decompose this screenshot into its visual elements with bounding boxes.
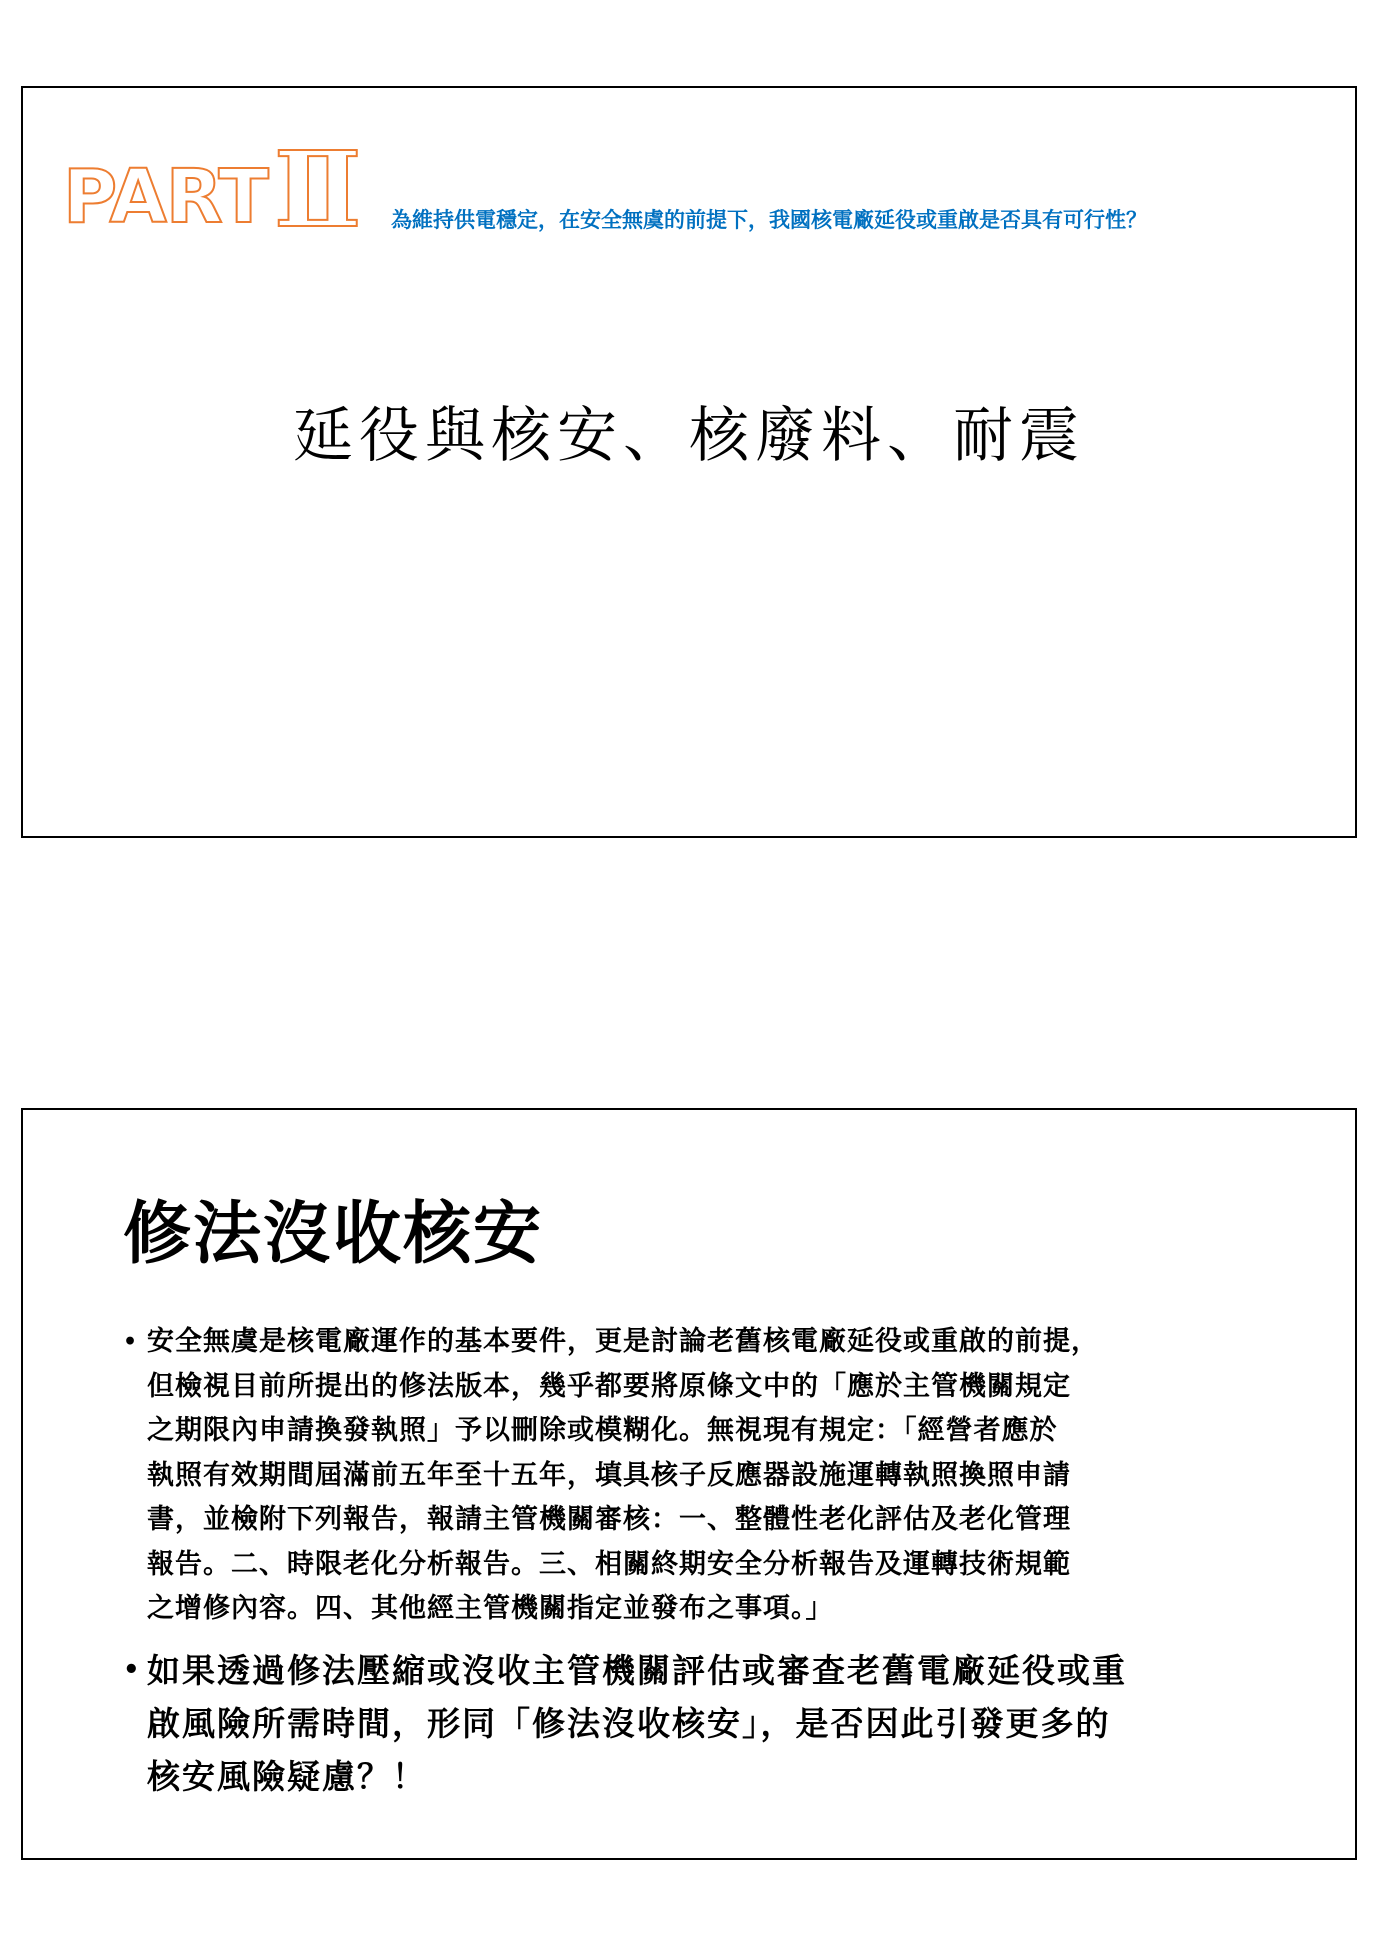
slide-content bbox=[21, 1108, 1357, 1860]
bullet-line: 之期限內申請換發執照」予以刪除或模糊化。無視現有規定：「經營者應於 bbox=[147, 1415, 1058, 1446]
bullet-line: 之增修內容。四、其他經主管機關指定並發布之事項。」 bbox=[147, 1593, 834, 1624]
bullet-line: 如果透過修法壓縮或沒收主管機關評估或審查老舊電廠延役或重 bbox=[147, 1650, 1127, 1690]
section-title: 延役與核安、核廢料、耐震 bbox=[293, 401, 1085, 471]
part-label: PART bbox=[63, 154, 268, 241]
bullet-marker: • bbox=[123, 1654, 142, 1685]
bullet-line: 安全無虞是核電廠運作的基本要件，更是討論老舊核電廠延役或重啟的前提， bbox=[147, 1326, 1099, 1357]
bullet-line: 啟風險所需時間，形同「修法沒收核安」，是否因此引發更多的 bbox=[147, 1703, 1111, 1743]
slide-title: 修法沒收核安 bbox=[123, 1194, 544, 1274]
part-badge bbox=[63, 128, 362, 251]
slide-part-two-title bbox=[21, 86, 1357, 838]
bullet-line: 執照有效期間屆滿前五年至十五年，填具核子反應器設施運轉執照換照申請 bbox=[147, 1459, 1071, 1491]
section-question: 為維持供電穩定，在安全無虞的前提下，我國核電廠延役或重啟是否具有可行性？ bbox=[391, 207, 1147, 232]
part-roman-numeral: Ⅱ bbox=[273, 128, 362, 251]
bullet-list bbox=[121, 1320, 1321, 1803]
bullet-line: 報告。二、時限老化分析報告。三、相關終期安全分析報告及運轉技術規範 bbox=[147, 1548, 1071, 1580]
bullet-item bbox=[121, 1644, 1321, 1803]
bullet-item bbox=[121, 1320, 1321, 1632]
bullet-marker: • bbox=[123, 1329, 139, 1355]
bullet-line: 核安風險疑慮？！ bbox=[147, 1756, 427, 1796]
bullet-line: 但檢視目前所提出的修法版本，幾乎都要將原條文中的「應於主管機關規定 bbox=[147, 1370, 1071, 1402]
bullet-line: 書，並檢附下列報告，報請主管機關審核：一、整體性老化評估及老化管理 bbox=[147, 1504, 1071, 1535]
